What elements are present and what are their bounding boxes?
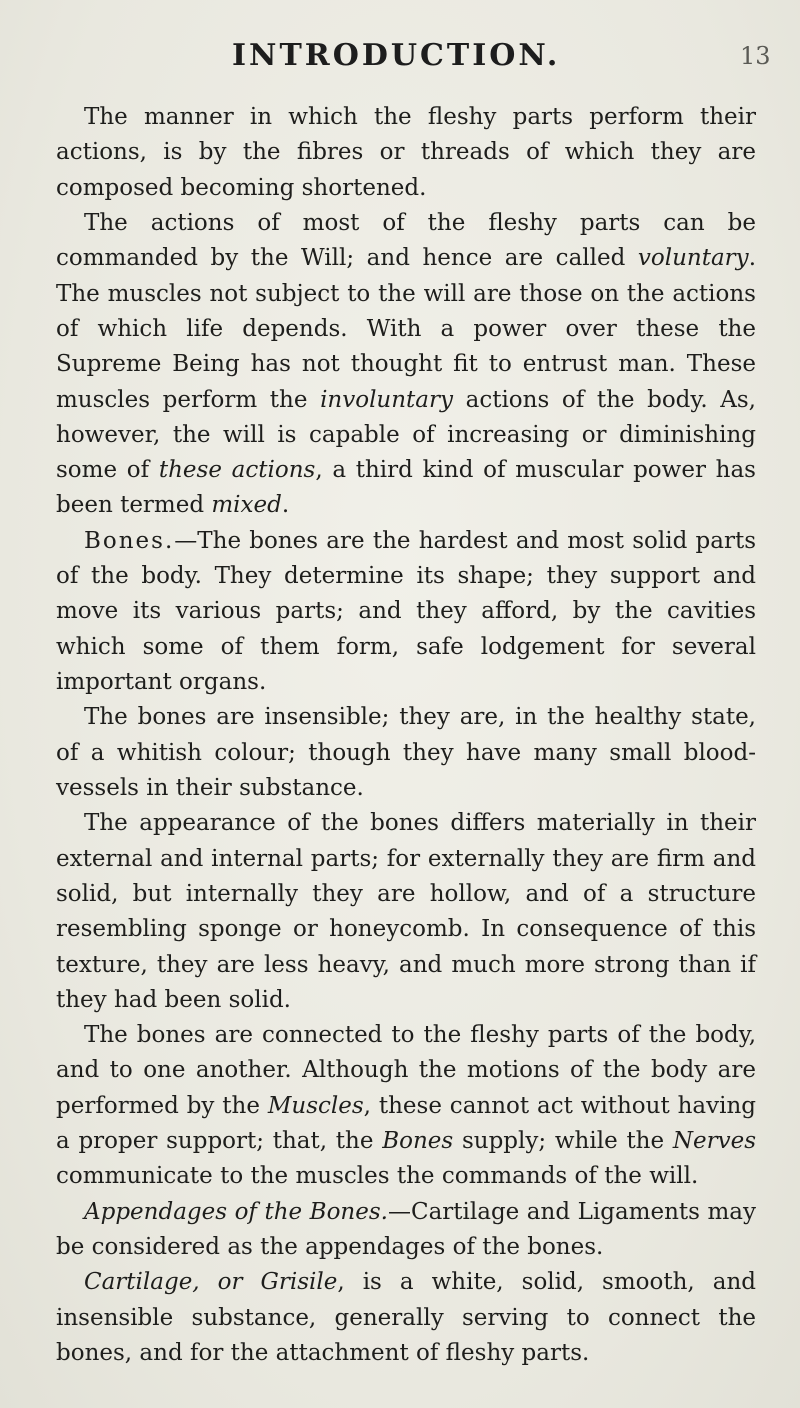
body-text bbox=[56, 100, 756, 1371]
italic-text-run: mixed bbox=[211, 492, 282, 519]
paragraph bbox=[56, 1265, 756, 1371]
paragraph bbox=[56, 700, 756, 806]
text-run: actions of the body. As, however, the will is capable of increasing or diminishing some of bbox=[56, 386, 756, 484]
paragraph bbox=[56, 1195, 756, 1266]
text-run: The bones are connected to the fleshy parts of the body, and to one another. Although the motions of the body are performed by the bbox=[56, 1022, 756, 1119]
italic-text-run: involuntary bbox=[320, 386, 453, 413]
text-run: . The muscles not subject to the will are those on the actions of which life depends. With a power over these the Supreme Being has not thought fit to entrust man. These muscles perform the bbox=[56, 245, 756, 413]
paragraph bbox=[56, 100, 756, 206]
paragraph bbox=[56, 524, 756, 701]
paragraph bbox=[56, 1018, 756, 1195]
italic-text-run: Bones bbox=[382, 1128, 454, 1155]
paragraph bbox=[56, 806, 756, 1018]
page-number: 13 bbox=[740, 42, 771, 70]
text-run: , these cannot act without having a proper support; that, the bbox=[56, 1092, 756, 1155]
text-run: . bbox=[281, 492, 290, 519]
italic-text-run: voluntary bbox=[637, 245, 749, 272]
italic-text-run: Appendages of the Bones. bbox=[84, 1198, 388, 1225]
italic-text-run: these actions bbox=[158, 457, 316, 484]
running-title: INTRODUCTION. bbox=[232, 38, 561, 73]
italic-text-run: Cartilage, or Grisile bbox=[84, 1269, 338, 1296]
text-run: The bones are insensible; they are, in the healthy state, of a whitish colour; though they have many small blood-vessels in their substance. bbox=[56, 704, 756, 801]
text-run: , is a white, solid, smooth, and insensible substance, generally serving to connect the bones, and for the attachment of fleshy parts. bbox=[56, 1269, 757, 1366]
section-lead: Bones. bbox=[84, 527, 175, 554]
text-run: , a third kind of muscular power has been termed bbox=[56, 457, 756, 519]
running-header bbox=[0, 38, 800, 78]
text-run: —Cartilage and Ligaments may be considered as the appendages of the bones. bbox=[56, 1198, 756, 1260]
italic-text-run: Nerves bbox=[672, 1128, 756, 1155]
text-run: The appearance of the bones differs materially in their external and internal parts; for externally they are firm and solid, but internally they are hollow, and of a structure resembling sponge or honeycomb. In consequence of this texture, they are less heavy, and much more strong than if they had been solid. bbox=[56, 810, 756, 1013]
italic-text-run: Muscles bbox=[267, 1092, 364, 1119]
text-run: —The bones are the hardest and most solid parts of the body. They determine its shape; they support and move its various parts; and they afford, by the cavities which some of them form, safe lodgement for several important organs. bbox=[56, 527, 756, 695]
paragraph bbox=[56, 206, 756, 524]
text-run: The manner in which the fleshy parts perform their actions, is by the fibres or threads of which they are composed becoming shortened. bbox=[56, 104, 756, 201]
text-run: supply; while the bbox=[453, 1128, 673, 1155]
text-run: The actions of most of the fleshy parts can be commanded by the Will; and hence are called bbox=[56, 209, 756, 272]
text-run: communicate to the muscles the commands of the will. bbox=[56, 1163, 699, 1190]
